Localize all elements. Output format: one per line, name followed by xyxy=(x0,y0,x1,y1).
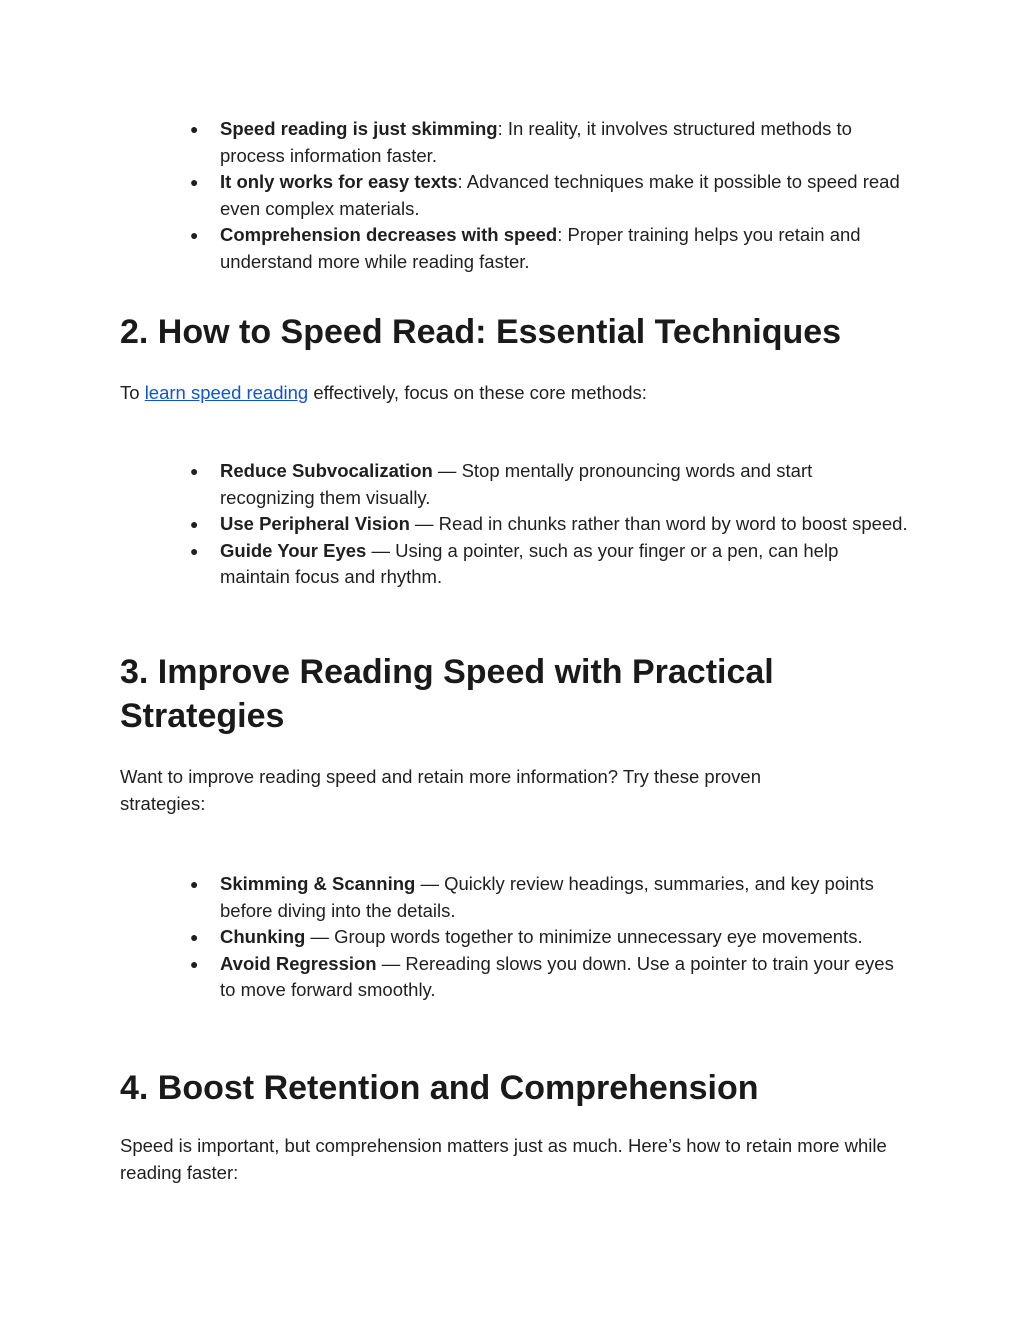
section-intro: Want to improve reading speed and retain more information? Try these proven strategies: xyxy=(120,766,761,814)
strategies-list xyxy=(188,871,908,1004)
list-item xyxy=(188,222,908,275)
list-item-text: — Group words together to minimize unnecessary eye movements. xyxy=(305,926,863,947)
list-item xyxy=(188,871,908,924)
bullet-icon: ● xyxy=(190,929,199,945)
list-item xyxy=(188,169,908,222)
list-item-text: : Proper training helps you retain and understand more while reading faster. xyxy=(220,224,861,272)
bullet-icon: ● xyxy=(190,542,199,559)
intro-text-before: To xyxy=(120,382,145,403)
list-item-text: — Using a pointer, such as your finger or a pen, can help maintain focus and rhythm. xyxy=(220,539,839,587)
list-item-title: It only works for easy texts xyxy=(220,171,458,192)
list-item-text: — Stop mentally pronouncing words and start recognizing them visually. xyxy=(220,460,813,508)
bullet-icon: ● xyxy=(190,121,199,137)
list-item-text: — Rereading slows you down. Use a pointer to train your eyes to move forward smoothly. xyxy=(220,952,894,1000)
list-item xyxy=(188,511,908,538)
list-item-title: Guide Your Eyes xyxy=(220,539,367,561)
list-item-title: Avoid Regression xyxy=(220,952,377,974)
list-item-text: : Advanced techniques make it possible to speed read even complex materials. xyxy=(220,171,900,219)
bullet-icon: ● xyxy=(190,955,199,972)
list-item-title: Speed reading is just skimming xyxy=(220,118,498,139)
list-item-title: Skimming & Scanning xyxy=(220,873,416,894)
list-item-text: : In reality, it involves structured methods to process information faster. xyxy=(220,118,852,166)
list-item xyxy=(188,116,908,169)
list-item-title: Use Peripheral Vision xyxy=(220,513,410,534)
section-heading: 4. Boost Retention and Comprehension xyxy=(120,1069,759,1107)
bullet-icon: ● xyxy=(190,516,199,532)
bullet-icon: ● xyxy=(190,227,199,243)
learn-speed-reading-link[interactable]: learn speed reading xyxy=(144,382,309,403)
list-item-text: — Quickly review headings, summaries, and key points before diving into the details. xyxy=(220,873,874,921)
section-heading: 2. How to Speed Read: Essential Techniques xyxy=(120,313,842,351)
section-heading: 3. Improve Reading Speed with Practical Strategies xyxy=(120,653,774,735)
list-item-title: Comprehension decreases with speed xyxy=(220,224,558,245)
bullet-icon: ● xyxy=(190,463,199,479)
myths-list xyxy=(188,116,908,275)
techniques-list xyxy=(188,458,908,591)
list-item xyxy=(188,951,908,1004)
list-item xyxy=(188,924,908,951)
section-intro xyxy=(120,379,910,406)
section-intro: Speed is important, but comprehension matters just as much. Here’s how to retain more while reading faster: xyxy=(120,1135,887,1183)
list-item xyxy=(188,458,908,511)
intro-text-after: effectively, focus on these core methods: xyxy=(308,382,647,403)
list-item-title: Reduce Subvocalization xyxy=(220,460,433,481)
list-item xyxy=(188,538,908,591)
bullet-icon: ● xyxy=(190,876,199,892)
bullet-icon: ● xyxy=(190,174,199,190)
list-item-text: — Read in chunks rather than word by word to boost speed. xyxy=(409,513,908,534)
list-item-title: Chunking xyxy=(220,926,306,947)
